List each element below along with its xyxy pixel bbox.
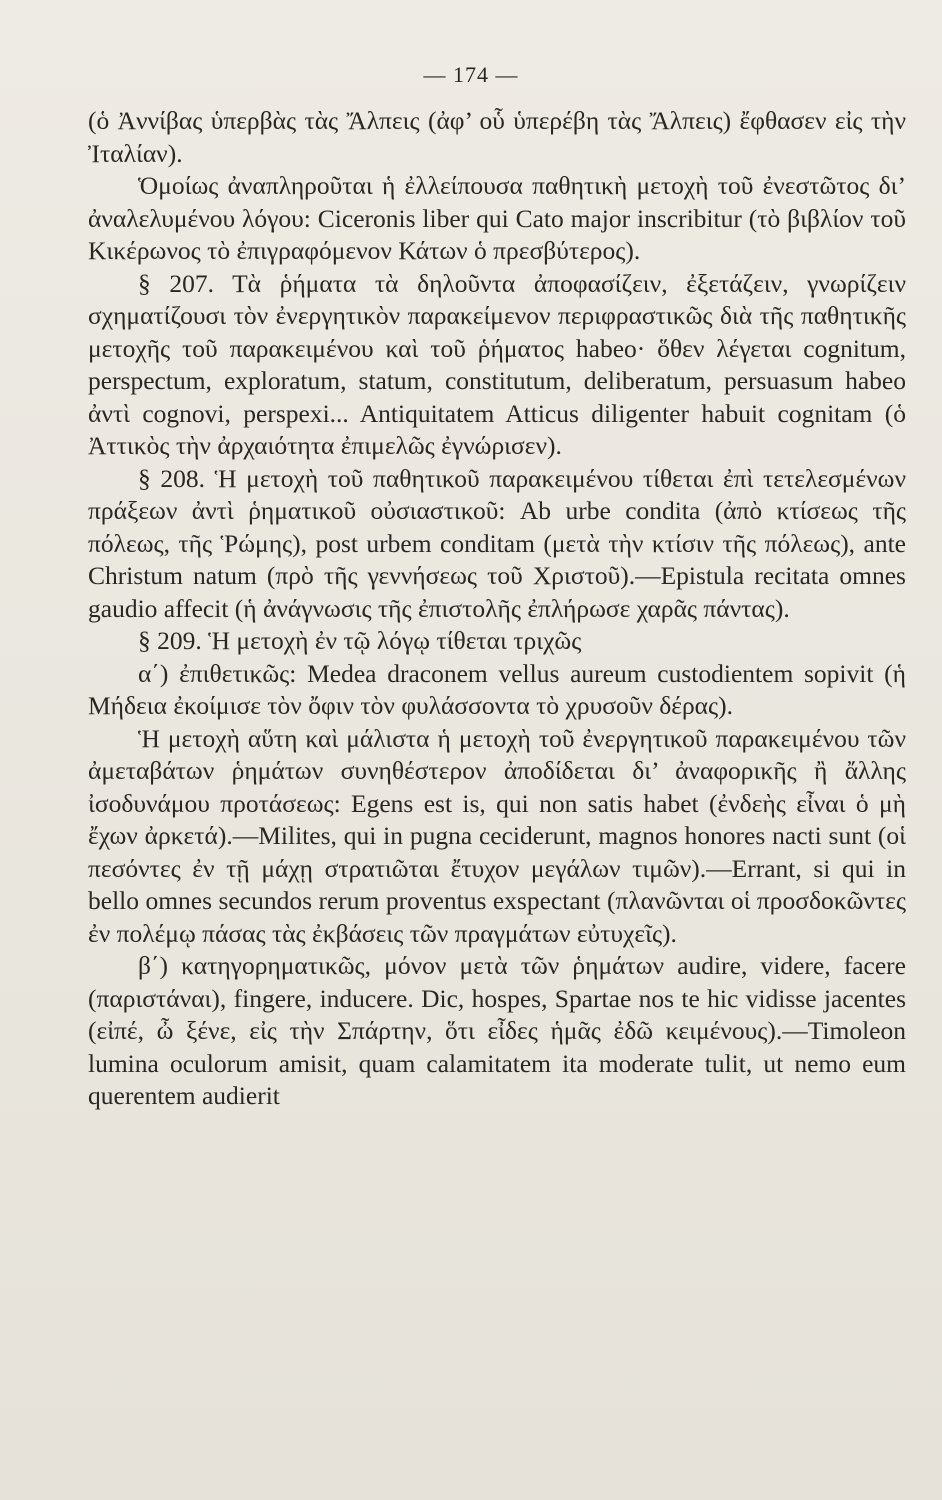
page-number: — 174 — bbox=[423, 62, 519, 87]
section-208: § 208. Ἡ μετοχὴ τοῦ παθητικοῦ παρακειμένου τίθεται ἐπὶ τετελεσμένων πράξεων ἀντὶ ῥηματικοῦ οὐσιαστικοῦ: Ab urbe condita (ἀπὸ κτίσεως τῆς πόλεως, τῆς Ῥώμης), post urbem conditam (μετὰ τὴν κτίσιν τῆς πόλεως), ante Christum natum (πρὸ τῆς γεννήσεως τοῦ Χριστοῦ).—Epistula recitata omnes gaudio affecit (ἡ ἀνάγνωσις τῆς ἐπιστολῆς ἐπλήρωσε χαρᾶς πάντας). bbox=[88, 463, 906, 623]
section-209-beta: β΄) κατηγορηματικῶς, μόνον μετὰ τῶν ῥημάτων audire, videre, facere (παριστάναι), fingere, inducere. Dic, hospes, Spartae nos te hic vidisse jacentes (εἰπέ, ὦ ξένε, εἰς τὴν Σπάρτην, ὅτι εἶδες ἡμᾶς ἐδῶ κειμένους).—Timoleon lumina oculorum amisit, quam calamitatem ita moderate tulit, ut nemo eum querentem audierit bbox=[88, 951, 906, 1110]
section-209-alpha-note: Ἡ μετοχὴ αὕτη καὶ μάλιστα ἡ μετοχὴ τοῦ ἐνεργητικοῦ παρακειμένου τῶν ἀμεταβάτων ῥημάτων συνηθέστερον ἀποδίδεται δι’ ἀναφορικῆς ἢ ἄλλης ἰσοδυνάμου προτάσεως: Egens est is, qui non satis habet (ἐνδεὴς εἶναι ὁ μὴ ἔχων ἀρκετά).—Milites, qui in pugna ceciderunt, magnos honores nacti sunt (οἱ πεσόντες ἐν τῇ μάχῃ στρατιῶται ἔτυχον μεγάλων τιμῶν).—Errant, si qui in bello omnes secundos rerum proventus exspectant (πλανῶνται οἱ προσδοκῶντες ἐν πολέμῳ πάσας τὰς ἐκβάσεις τῶν πραγμάτων εὐτυχεῖς). bbox=[88, 723, 906, 948]
body-text bbox=[88, 105, 906, 1113]
section-209: § 209. Ἡ μετοχὴ ἐν τῷ λόγῳ τίθεται τριχῶς bbox=[138, 626, 582, 655]
section-209-alpha: α΄) ἐπιθετικῶς: Medea draconem vellus aureum custodientem sopivit (ἡ Μήδεια ἐκοίμισε τὸν ὄφιν τὸν φυλάσσοντα τὸ χρυσοῦν δέρας). bbox=[88, 658, 906, 720]
paragraph-participle-supplement: Ὁμοίως ἀναπληροῦται ἡ ἐλλείπουσα παθητικὴ μετοχὴ τοῦ ἐνεστῶτος δι’ ἀναλελυμένου λόγου: Ciceronis liber qui Cato major inscribitur (τὸ βιβλίον τοῦ Κικέρωνος τὸ ἐπιγραφόμενον Κάτων ὁ πρεσβύτερος). bbox=[88, 171, 906, 265]
paragraph-continuation: (ὁ Ἀννίβας ὑπερβὰς τὰς Ἄλπεις (ἀφ’ οὗ ὑπερέβη τὰς Ἄλπεις) ἔφθασεν εἰς τὴν Ἰταλίαν). bbox=[88, 106, 906, 168]
section-207: § 207. Τὰ ῥήματα τὰ δηλοῦντα ἀποφασίζειν, ἐξετάζειν, γνωρίζειν σχηματίζουσι τὸν ἐνεργητικὸν παρακείμενον περιφραστικῶς διὰ τῆς παθητικῆς μετοχῆς τοῦ παρακειμένου καὶ τοῦ ῥήματος habeo· ὅθεν λέγεται cognitum, perspectum, exploratum, statum, constitutum, deliberatum, persuasum habeo ἀντὶ cognovi, perspexi... Antiquitatem Atticus diligenter habuit cognitam (ὁ Ἀττικὸς τὴν ἀρχαιότητα ἐπιμελῶς ἐγνώρισεν). bbox=[88, 268, 906, 460]
